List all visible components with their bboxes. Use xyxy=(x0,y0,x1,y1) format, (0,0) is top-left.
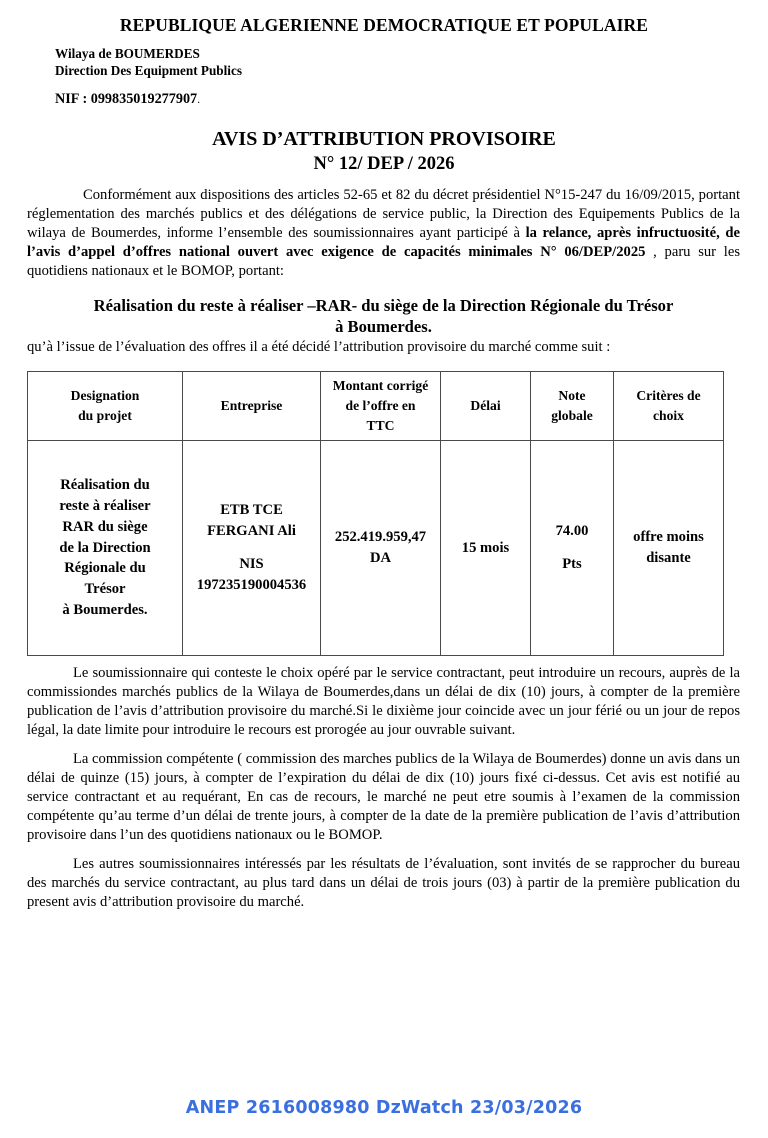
nis-label: NIS xyxy=(239,556,264,573)
project-title xyxy=(27,295,740,338)
nif-line xyxy=(0,91,768,108)
designation-line-3: RAR du siège xyxy=(62,518,148,535)
organization-block xyxy=(0,46,768,79)
paragraph-commission: La commission compétente ( commission des marches publics de la Wilaya de Boumerdes) donne un avis dans un délai de quinze (15) jours, à compter de l’expiration du délai de dix (10) jours fixé ci-dessus. Cet avis est notifié au service contractant et au requérant, En cas de recours, le marché ne peut etre soumis à l’examen de la commission compétente qu’au terme d’un délai de trente jours, à compter de la date de la première publication de l’avis d’attribution provisoire dans l’un des quotidiens nationaux ou le BOMOP. xyxy=(27,750,740,843)
header-entreprise xyxy=(183,371,321,440)
republic-title: REPUBLIQUE ALGERIENNE DEMOCRATIQUE ET POPULAIRE xyxy=(119,15,649,35)
notice-title: AVIS D’ATTRIBUTION PROVISOIRE xyxy=(212,128,556,151)
nif-trailing-dot: . xyxy=(197,92,201,107)
header-entreprise-line1: Entreprise xyxy=(220,398,283,414)
header-designation xyxy=(28,371,183,440)
intro-paragraph xyxy=(27,186,740,281)
designation-line-4: de la Direction xyxy=(59,539,151,556)
header-note-globale xyxy=(531,371,614,440)
cell-montant xyxy=(321,440,441,655)
header-delai-line1: Délai xyxy=(470,398,501,414)
designation-line-5: Régionale du xyxy=(64,560,146,577)
designation-line-2: reste à réaliser xyxy=(59,498,151,515)
header-criteres-line1: Critères de xyxy=(636,388,701,404)
table-header-row xyxy=(28,371,724,440)
table-row xyxy=(28,440,724,655)
delai-value: 15 mois xyxy=(461,539,510,556)
header-note-line2: globale xyxy=(551,407,593,423)
paragraph-autres-soumissionnaires: Les autres soumissionnaires intéressés par les résultats de l’évaluation, sont invités de se rapprocher du bureau des marchés du service contractant, au plus tard dans un délai de trois jours (03) à partir de la première publication du present avis d’attribution provisoire du marché. xyxy=(27,855,740,910)
notice-number: N° 12/ DEP / 2026 xyxy=(313,153,455,174)
designation-line-6: Trésor xyxy=(84,581,126,598)
header-montant-line2: de l’offre en xyxy=(345,398,416,414)
header-designation-line2: du projet xyxy=(78,407,132,423)
header-criteres-line2: choix xyxy=(653,407,684,423)
paragraph-recours: Le soumissionnaire qui conteste le choix opéré par le service contractant, peut introduire un recours, auprès de la commissiondes marchés publics de la Wilaya de Boumerdes,dans un délai de dix (10) jours, à compter de la première publication de l’avis d’attribution provisoire du marché.Si le dixième jour coincide avec un jour férié ou un jour de repos légal, la date limite pour introduire le recours est prorogée au jour ouvrable suivant. xyxy=(27,664,740,738)
header-montant xyxy=(321,371,441,440)
entreprise-spacer xyxy=(186,541,317,554)
nif-value: NIF : 099835019277907 xyxy=(55,91,198,108)
header-montant-line1: Montant corrigé xyxy=(332,378,429,394)
note-value: 74.00 xyxy=(555,522,589,539)
critere-line-2: disante xyxy=(646,549,691,566)
note-unit: Pts xyxy=(562,556,582,573)
nis-value: 197235190004536 xyxy=(196,577,307,594)
cell-delai xyxy=(441,440,531,655)
designation-line-7: à Boumerdes. xyxy=(62,601,148,618)
cell-designation xyxy=(28,440,183,655)
intro-part-2: , paru sur les quotidiens nationaux et le BOMOP, portant: xyxy=(27,243,740,279)
entreprise-name-line2: FERGANI Ali xyxy=(207,522,296,539)
document-content xyxy=(0,186,768,912)
montant-amount: 252.419.959,47 xyxy=(334,529,427,546)
project-title-line-2: à Boumerdes. xyxy=(335,317,432,337)
anep-footer: ANEP 2616008980 DzWatch 23/03/2026 xyxy=(185,1098,583,1118)
lead-in-text: qu’à l’issue de l’évaluation des offres il a été décidé l’attribution provisoire du marché comme suit : xyxy=(27,339,611,355)
wilaya-line: Wilaya de BOUMERDES xyxy=(55,46,200,62)
cell-entreprise xyxy=(183,440,321,655)
cell-criteres xyxy=(614,440,724,655)
designation-line-1: Réalisation du xyxy=(60,477,150,494)
intro-part-1: Conformément aux dispositions des articles 52-65 et 82 du décret présidentiel N°15-247 du 16/09/2015, portant réglementation des marchés publics et des délégations de service public, la Direction des Equipements Publics de la wilaya de Boumerdes, informe l’ensemble des soumissionnaires ayant participé à xyxy=(27,187,740,241)
direction-line: Direction Des Equipment Publics xyxy=(55,62,242,78)
project-title-line-1: Réalisation du reste à réaliser –RAR- du siège de la Direction Régionale du Trésor xyxy=(93,295,674,315)
header-criteres xyxy=(614,371,724,440)
entreprise-name-line1: ETB TCE xyxy=(220,502,283,519)
header-note-line1: Note xyxy=(558,388,586,404)
header-designation-line1: Designation xyxy=(70,388,140,404)
note-spacer xyxy=(534,541,610,554)
montant-currency: DA xyxy=(369,549,392,566)
header-montant-line3: TTC xyxy=(366,417,395,433)
attribution-table xyxy=(27,371,724,656)
header-delai xyxy=(441,371,531,440)
intro-bold-part: la relance, après infructuosité, de l’avis d’appel d’offres national ouvert avec exigence de capacités minimales N° 06/DEP/2025 xyxy=(27,224,740,260)
critere-line-1: offre moins xyxy=(633,529,704,546)
cell-note-globale xyxy=(531,440,614,655)
